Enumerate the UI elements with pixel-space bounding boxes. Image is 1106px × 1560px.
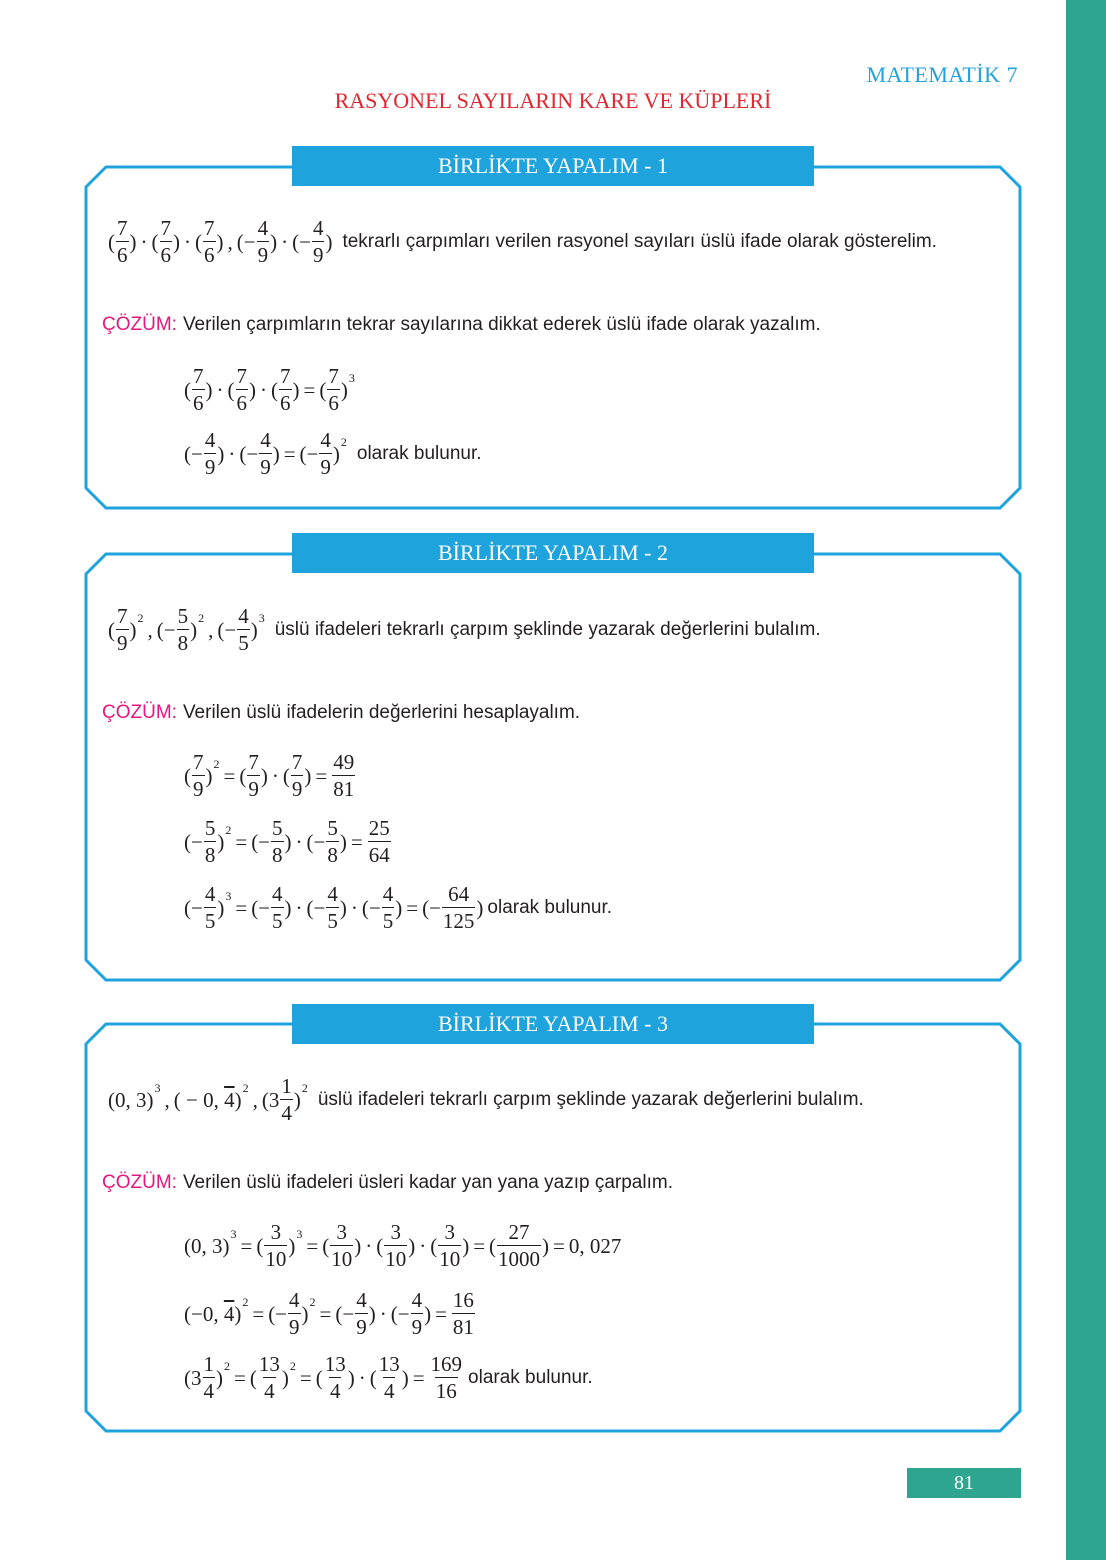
activity-2-eq-1: ( $\frac{7}{9}$ ) 2 = ( $\frac{7}{9}$ ) · ( $\frac{7}{9}$ ) = $\frac{49}{81}$: [184, 750, 355, 801]
activity-3-title: BİRLİKTE YAPALIM - 3: [292, 1004, 814, 1044]
activity-2-conclusion: olarak bulunur.: [487, 897, 613, 918]
solution-text: Verilen üslü ifadelerin değerlerini hesaplayalım.: [182, 702, 581, 723]
side-color-bar: [1066, 0, 1106, 1560]
activity-3-eq-3: (3 $\frac{1}{4}$ ) 2 = ( $\frac{13}{4}$ ) 2 = ( $\frac{13}{4}$ ) · ( $\frac{13}{4}$ ) = $\frac{169}{16}$ olarak bulunur.: [184, 1352, 593, 1403]
chapter-title: RASYONEL SAYILARIN KARE VE KÜPLERİ: [334, 88, 772, 113]
activity-1-conclusion: olarak bulunur.: [356, 443, 482, 464]
activity-3-question: (0, 3) 3 , ( − 0, 4) 2 , (3 $\frac{1}{4}$ ) 2 üslü ifadeleri tekrarlı çarpım şeklinde yazarak değerlerini bulalım.: [108, 1074, 864, 1125]
activity-1-question-text: tekrarlı çarpımları verilen rasyonel sayıları üslü ifade olarak gösterelim.: [342, 231, 937, 252]
activity-3-eq-2: (−0, 4) 2 = (− $\frac{4}{9}$ ) 2 = (− $\frac{4}{9}$ ) · (− $\frac{4}{9}$ ) = $\frac{16}{81}$: [184, 1288, 474, 1339]
activity-2-title: BİRLİKTE YAPALIM - 2: [292, 533, 814, 573]
activity-3-eq-1: (0, 3) 3 = ( $\frac{3}{10}$ ) 3 = ( $\frac{3}{10}$ ) · ( $\frac{3}{10}$ ) · ( $\frac{3}{10}$ ) = ( $\frac{27}{1000}$ ) = 0, 027: [184, 1220, 622, 1271]
activity-2-question-text: üslü ifadeleri tekrarlı çarpım şeklinde yazarak değerlerini bulalım.: [274, 619, 821, 640]
activity-1-solution: [102, 314, 821, 336]
activity-1-eq-1: ( $\frac{7}{6}$ ) · ( $\frac{7}{6}$ ) · ( $\frac{7}{6}$ ) = ( $\frac{7}{6}$ ) 3: [184, 364, 355, 415]
solution-label: ÇÖZÜM:: [102, 702, 177, 723]
activity-2-solution: [102, 702, 580, 724]
activity-3-question-text: üslü ifadeleri tekrarlı çarpım şeklinde yazarak değerlerini bulalım.: [317, 1089, 864, 1110]
activity-1-title: BİRLİKTE YAPALIM - 1: [292, 146, 814, 186]
activity-3-conclusion: olarak bulunur.: [468, 1367, 593, 1388]
subject-label: MATEMATİK 7: [866, 62, 1018, 87]
activity-1-eq-2: (− $\frac{4}{9}$ ) · (− $\frac{4}{9}$ ) = (− $\frac{4}{9}$ ) 2 olarak bulunur.: [184, 428, 482, 479]
activity-2-question: ( $\frac{7}{9}$ ) 2 , (− $\frac{5}{8}$ ) 2 , (− $\frac{4}{5}$ ) 3 üslü ifadeleri tekrarlı çarpım şeklinde yazarak değerlerini bulalım.: [108, 604, 821, 655]
activity-1-question: ( $\frac{7}{6}$ ) · ( $\frac{7}{6}$ ) · ( $\frac{7}{6}$ ) , (− $\frac{4}{9}$ ) · (− $\frac{4}{9}$ ) tekrarlı çarpımları verilen rasyonel sayıları üslü ifade olarak gösterelim.: [108, 216, 937, 267]
solution-label: ÇÖZÜM:: [102, 1172, 177, 1193]
activity-3-solution: [102, 1172, 673, 1194]
solution-label: ÇÖZÜM:: [102, 314, 177, 335]
solution-text: Verilen üslü ifadeleri üsleri kadar yan yana yazıp çarpalım.: [182, 1172, 673, 1193]
activity-2-eq-2: (− $\frac{5}{8}$ ) 2 = (− $\frac{5}{8}$ ) · (− $\frac{5}{8}$ ) = $\frac{25}{64}$: [184, 816, 390, 867]
solution-text: Verilen çarpımların tekrar sayılarına dikkat ederek üslü ifade olarak yazalım.: [182, 314, 821, 335]
page-number: 81: [907, 1468, 1021, 1498]
activity-2-eq-3: (− $\frac{4}{5}$ ) 3 = (− $\frac{4}{5}$ ) · (− $\frac{4}{5}$ ) · (− $\frac{4}{5}$ ) = (− $\frac{64}{125}$ ) olarak bulunur.: [184, 882, 613, 933]
